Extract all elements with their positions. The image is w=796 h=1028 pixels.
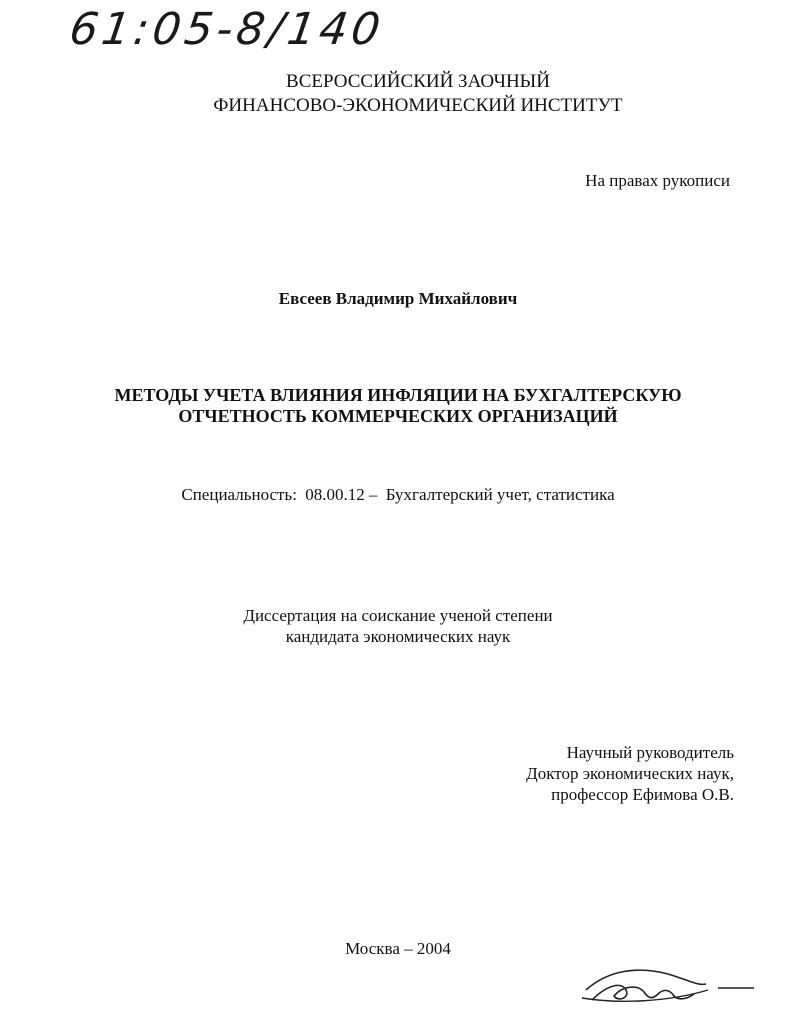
city-year: Москва – 2004 [345,939,451,958]
institution-line-2: ФИНАНСОВО-ЭКОНОМИЧЕСКИЙ ИНСТИТУТ [213,95,623,116]
author-name: Евсеев Владимир Михайлович [278,289,518,308]
specialty-name: Бухгалтерский учет, статистика [385,485,615,504]
degree-line-2: кандидата экономических наук [285,627,511,646]
manuscript-note: На правах рукописи [585,171,730,190]
dissertation-title [0,385,796,427]
institution-name [0,70,796,118]
degree-line-1: Диссертация на соискание ученой степени [243,606,553,625]
institution-line-1: ВСЕРОССИЙСКИЙ ЗАОЧНЫЙ [286,71,550,92]
specialty [0,485,796,505]
title-line-2: ОТЧЕТНОСТЬ КОММЕРЧЕСКИХ ОРГАНИЗАЦИЙ [178,406,618,426]
advisor-role: Научный руководитель [566,743,734,762]
advisor-degree: Доктор экономических наук, [526,764,734,783]
specialty-code: 08.00.12 – [305,485,378,504]
scientific-advisor [526,742,734,805]
title-line-1: МЕТОДЫ УЧЕТА ВЛИЯНИЯ ИНФЛЯЦИИ НА БУХГАЛТЕРСКУЮ [114,385,682,405]
signature-icon [578,960,758,1008]
degree-statement [0,605,796,647]
specialty-label: Специальность: [181,485,297,504]
advisor-name: профессор Ефимова О.В. [551,785,734,804]
archive-code: 61:05-8/140 [66,4,388,55]
